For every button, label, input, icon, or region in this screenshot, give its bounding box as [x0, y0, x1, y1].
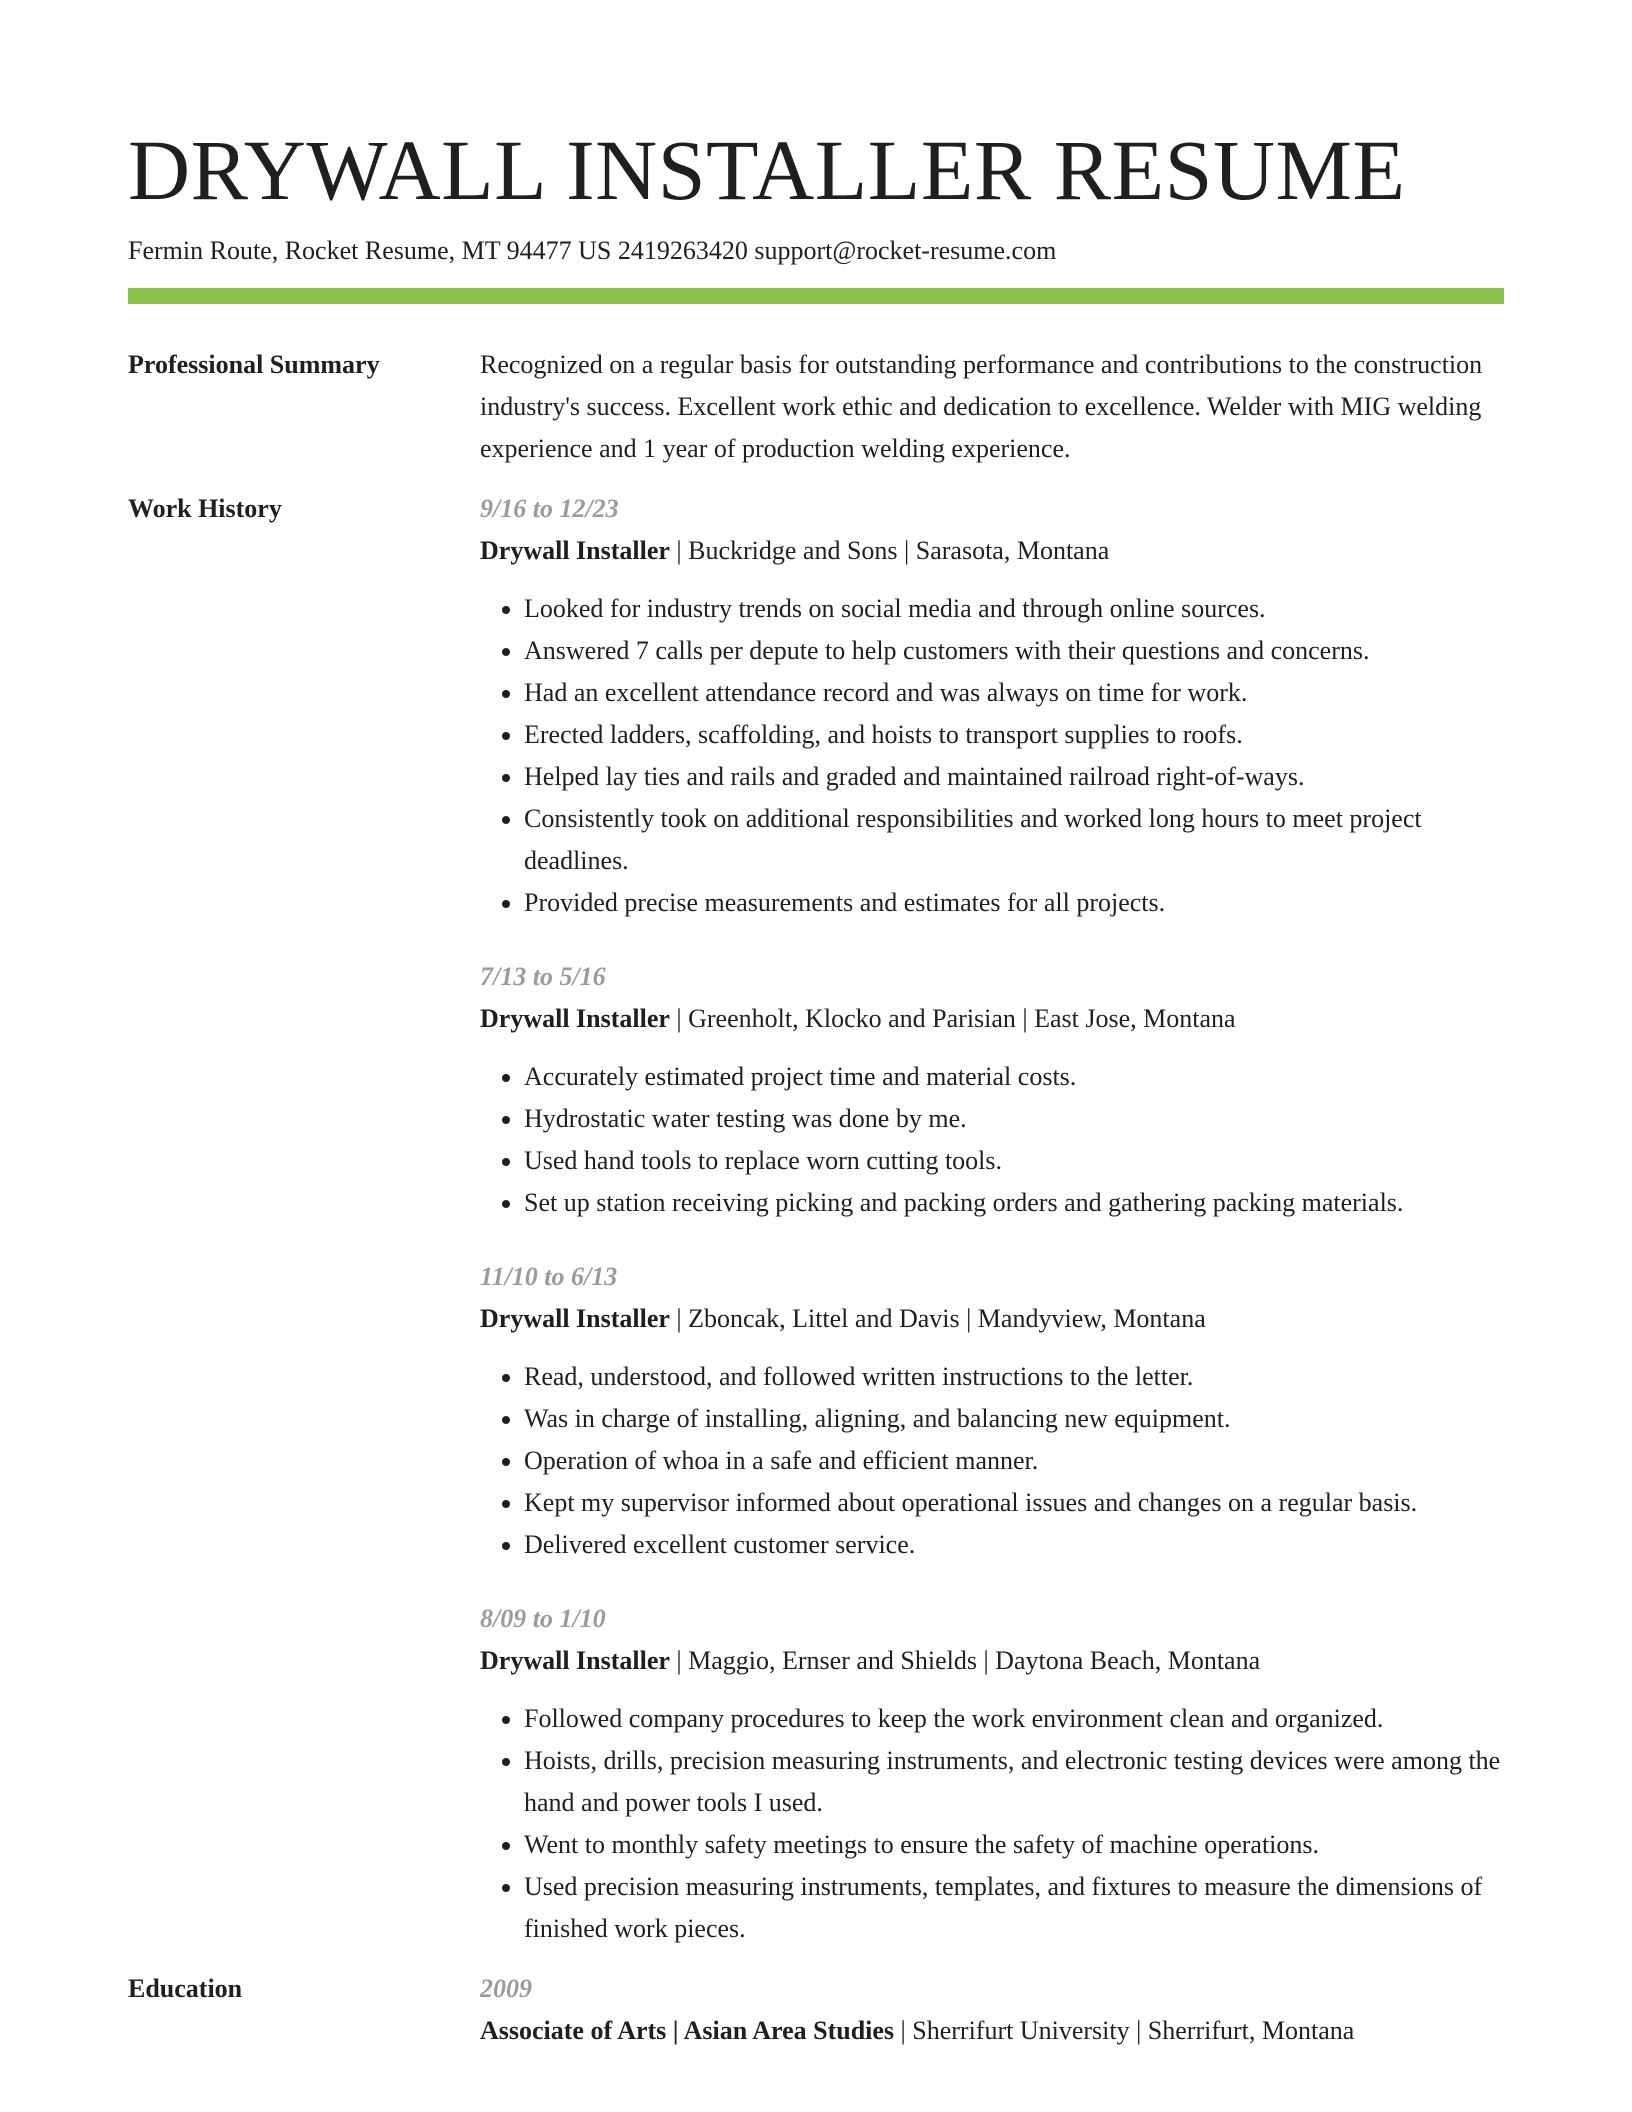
- job-bullet-list: [480, 1698, 1504, 1950]
- job-bullet: • Consistently took on additional responsibilities and worked long hours to meet project deadlines.: [524, 798, 1504, 882]
- job-dates: 8/09 to 1/10: [480, 1604, 606, 1633]
- education-degree: Associate of Arts | Asian Area Studies: [480, 2016, 895, 2045]
- education-entry: [480, 1968, 1504, 2052]
- job-bullet: • Was in charge of installing, aligning, and balancing new equipment.: [524, 1398, 1504, 1440]
- job-bullet: • Delivered excellent customer service.: [524, 1524, 1504, 1566]
- section-label-summary: Professional Summary: [128, 350, 380, 379]
- job-bullet: • Used precision measuring instruments, templates, and fixtures to measure the dimensions of finished work pieces.: [524, 1866, 1504, 1950]
- education-body: [480, 1968, 1504, 2052]
- job-bullet: • Helped lay ties and rails and graded and maintained railroad right-of-ways.: [524, 756, 1504, 798]
- contact-line: [128, 234, 1504, 268]
- job-bullet: • Answered 7 calls per depute to help customers with their questions and concerns.: [524, 630, 1504, 672]
- job-employer-location: | Zboncak, Littel and Davis | Mandyview, Montana: [669, 1304, 1206, 1333]
- job-bullet: • Accurately estimated project time and material costs.: [524, 1056, 1504, 1098]
- job-title: Drywall Installer: [480, 1646, 670, 1675]
- job-bullet: • Looked for industry trends on social media and through online sources.: [524, 588, 1504, 630]
- job-entry: [480, 1256, 1504, 1566]
- education-school-location: | Sherrifurt University | Sherrifurt, Montana: [894, 2016, 1355, 2045]
- job-bullet-list: [480, 1356, 1504, 1566]
- section-education: [128, 1968, 1504, 2052]
- job-heading: [480, 998, 1504, 1040]
- section-work-history: [128, 488, 1504, 1950]
- resume-title: DRYWALL INSTALLER RESUME: [128, 122, 1406, 218]
- job-dates: 11/10 to 6/13: [480, 1262, 618, 1291]
- work-history-body: [480, 488, 1504, 1950]
- job-bullet: • Had an excellent attendance record and was always on time for work.: [524, 672, 1504, 714]
- job-title: Drywall Installer: [480, 1304, 670, 1333]
- job-bullet: • Set up station receiving picking and packing orders and gathering packing materials.: [524, 1182, 1504, 1224]
- education-heading: [480, 2010, 1504, 2052]
- job-employer-location: | Buckridge and Sons | Sarasota, Montana: [669, 536, 1110, 565]
- job-employer-location: | Maggio, Ernser and Shields | Daytona Beach, Montana: [669, 1646, 1261, 1675]
- job-bullet: • Hoists, drills, precision measuring instruments, and electronic testing devices were among the hand and power tools I used.: [524, 1740, 1504, 1824]
- section-label-education: Education: [128, 1974, 243, 2003]
- job-entry: [480, 1598, 1504, 1950]
- header-divider: [128, 288, 1504, 304]
- job-employer-location: | Greenholt, Klocko and Parisian | East Jose, Montana: [669, 1004, 1236, 1033]
- job-bullet: • Erected ladders, scaffolding, and hoists to transport supplies to roofs.: [524, 714, 1504, 756]
- job-bullet: • Followed company procedures to keep the work environment clean and organized.: [524, 1698, 1504, 1740]
- job-dates: 9/16 to 12/23: [480, 494, 619, 523]
- job-bullet: • Kept my supervisor informed about operational issues and changes on a regular basis.: [524, 1482, 1504, 1524]
- summary-body: [480, 344, 1504, 470]
- summary-text: Recognized on a regular basis for outstanding performance and contributions to the construction industry's success. Excellent work ethic and dedication to excellence. Welder with MIG welding experience and 1 year of production welding experience.: [480, 350, 1483, 463]
- job-title: Drywall Installer: [480, 536, 670, 565]
- section-professional-summary: [128, 344, 1504, 470]
- section-label-work: Work History: [128, 494, 282, 523]
- job-dates: 7/13 to 5/16: [480, 962, 606, 991]
- job-bullet: • Provided precise measurements and estimates for all projects.: [524, 882, 1504, 924]
- job-heading: [480, 1640, 1504, 1682]
- job-bullet: • Hydrostatic water testing was done by me.: [524, 1098, 1504, 1140]
- contact-phone: 2419263420: [617, 236, 748, 265]
- resume-page: [128, 118, 1504, 2052]
- job-entry: [480, 956, 1504, 1224]
- job-bullet: • Read, understood, and followed written instructions to the letter.: [524, 1356, 1504, 1398]
- job-bullet-list: [480, 1056, 1504, 1224]
- contact-address: Fermin Route, Rocket Resume, MT 94477 US: [128, 236, 612, 265]
- job-bullet: • Operation of whoa in a safe and efficient manner.: [524, 1440, 1504, 1482]
- job-entry: [480, 488, 1504, 924]
- job-heading: [480, 1298, 1504, 1340]
- contact-email: support@rocket-resume.com: [754, 236, 1057, 265]
- job-heading: [480, 530, 1504, 572]
- job-bullet-list: [480, 588, 1504, 924]
- job-bullet: • Used hand tools to replace worn cutting tools.: [524, 1140, 1504, 1182]
- education-year: 2009: [480, 1974, 532, 2003]
- job-title: Drywall Installer: [480, 1004, 670, 1033]
- job-bullet: • Went to monthly safety meetings to ensure the safety of machine operations.: [524, 1824, 1504, 1866]
